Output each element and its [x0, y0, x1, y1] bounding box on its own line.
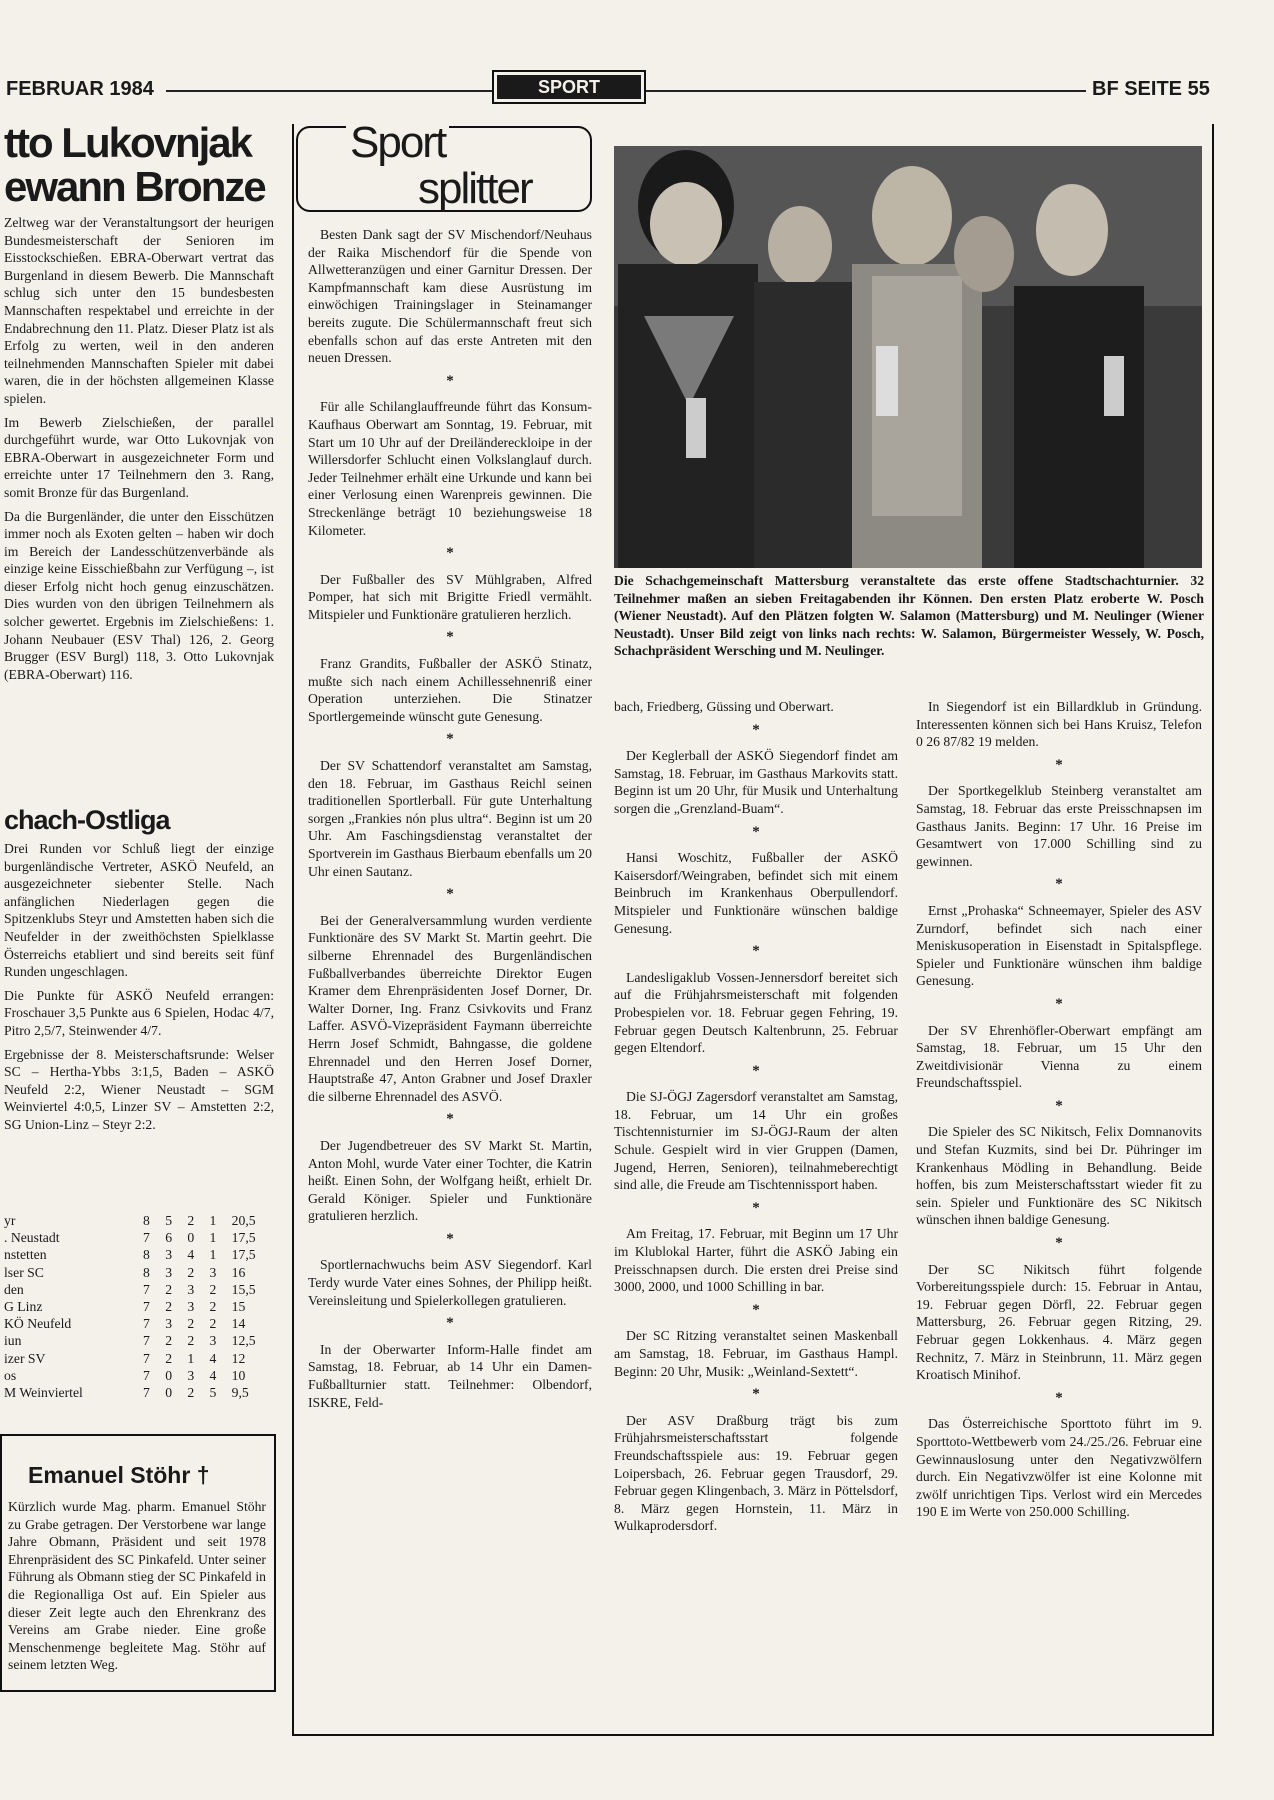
stat-cell: 3: [187, 1299, 195, 1315]
news-item: Das Österreichische Sporttoto führt im 9. Sporttoto-Wettbewerb vom 24./25./26. Februar eine Gewinnauslosung unter den Negativzwölfern durch. Ein Negativzwölfer ist eine Kolonne mit zwölf unrichtigen Tips. Verlost wird ein Mercedes 190 E im Werte von 250.000 Schilling.: [916, 1416, 1202, 1520]
sportsplitter-title-1: Sport: [346, 118, 449, 168]
article-paragraph: Im Bewerb Zielschießen, der parallel durchgeführt wurde, war Otto Lukovnjak von EBRA-Oberwart in ausgezeichneter Form und erreichte unter 17 Teilnehmern den 3. Rang, somit Bronze für das Burgenland.: [4, 414, 274, 500]
splitter-column-1: [308, 226, 592, 1417]
stat-cell: 7: [143, 1350, 150, 1366]
stat-cell: 3: [165, 1247, 173, 1263]
team-name-cell: G Linz: [4, 1299, 43, 1315]
stat-cell: 9,5: [231, 1385, 249, 1401]
stat-cell: 1: [209, 1213, 217, 1228]
table-row: [4, 1298, 272, 1315]
team-name-cell: nstetten: [4, 1247, 47, 1263]
obituary-text: Kürzlich wurde Mag. pharm. Emanuel Stöhr zu Grabe getragen. Der Verstorbene war lange Jahre Obmann, Präsident und seit 1978 Ehrenpräsident des SC Pinkafeld. Unter seiner Führung als Obmann stieg der SC Pinkafeld in die Regionalliga Ost auf. Ein Spieler aus dieser Zeit legte auch den Ehrenkranz des Vereins am Grabe nieder. Eine große Menschenmenge begleitete Mag. Stöhr auf seinem letzten Weg.: [8, 1499, 266, 1673]
news-item: Landesligaklub Vossen-Jennersdorf bereitet sich auf die Frühjahrsmeisterschaft mit folgenden Probespielen vor. 18. Februar gegen Fehring, 19. Februar gegen Deutsch Kaltenbrunn, 25. Februar gegen Eltendorf.: [614, 969, 898, 1056]
team-name-cell: yr: [4, 1213, 16, 1228]
news-item: Am Freitag, 17. Februar, mit Beginn um 17 Uhr im Klublokal Harter, führt die ASKÖ Jabing ein Preisschnapsen durch. Die ersten drei Preise sind 3000, 2000, und 1000 Schilling in bar.: [614, 1226, 898, 1295]
photo-caption: Die Schachgemeinschaft Mattersburg veranstaltete das erste offene Stadtschachturnier. 32 Teilnehmer maßen an sieben Freitagabenden ihr Können. Den ersten Platz eroberte W. Posch (Wiener Neustadt). Auf den Plätzen folgten W. Salamon (Mattersburg) und M. Neulinger (Wiener Neustadt). Unser Bild zeigt von links nach rechts: W. Salamon, Bürgermeister Wessely, W. Posch, Schachpräsident Wersching und M. Neulinger.: [614, 573, 1204, 659]
article-paragraph: Drei Runden vor Schluß liegt der einzige burgenländische Vertreter, ASKÖ Neufeld, an ausgezeichneter siebenter Stelle. Nach anfänglichen Niederlagen gegen die Spitzenklubs Steyr und Amstetten haben sich die Neufelder in der zweithöchsten Spielklasse Österreichs etabliert und sind bereits seit fünf Runden ungeschlagen.: [4, 841, 274, 980]
table-row: [4, 1229, 272, 1246]
splitter-column-3: [916, 698, 1202, 1527]
stat-cell: 14: [231, 1316, 246, 1332]
stat-cell: 5: [209, 1385, 217, 1401]
separator-star: *: [446, 1111, 454, 1128]
obituary-title: Emanuel Stöhr †: [28, 1462, 210, 1488]
stat-cell: 3: [209, 1333, 217, 1349]
headline-line-2: ewann Bronze: [4, 163, 265, 210]
stat-cell: 10: [231, 1367, 246, 1383]
stat-cell: 3: [165, 1264, 173, 1280]
table-row: [4, 1367, 272, 1384]
news-item: In der Oberwarter Inform-Halle findet am Samstag, 18. Februar, ab 14 Uhr ein Damen-Fußballturnier statt. Teilnehmer: Olbendorf, ISKRE, Feld-: [308, 1341, 592, 1410]
stat-cell: 3: [187, 1281, 195, 1297]
news-item: Franz Grandits, Fußballer der ASKÖ Stinatz, mußte sich nach einem Achillessehnenriß einer Operation unterziehen. Die Stinatzer Sportlergemeinde wünscht gute Genesung.: [308, 656, 592, 724]
article-paragraph: Die Punkte für ASKÖ Neufeld errangen: Froschauer 3,5 Punkte aus 6 Spielen, Hodac 4/7, Pitro 2,5/7, Steinwender 4/7.: [4, 987, 274, 1038]
separator-star: *: [1055, 756, 1063, 773]
stat-cell: 3: [187, 1367, 195, 1383]
stat-cell: 0: [187, 1230, 195, 1246]
table-row: [4, 1332, 272, 1349]
separator-star: *: [752, 1386, 760, 1403]
stat-cell: 17,5: [231, 1247, 256, 1263]
stat-cell: 7: [143, 1230, 150, 1246]
stat-cell: 2: [209, 1281, 217, 1297]
stat-cell: 2: [187, 1264, 195, 1280]
news-item: Der ASV Draßburg trägt bis zum Frühjahrsmeisterschaftsstart folgende Freundschaftsspiele aus: 19. Februar gegen Loipersbach, 26. Februar gegen Trausdorf, 29. Februar gegen Klingenbach, 3. März in Pöttelsdorf, 8. März gegen Hornstein, 11. März in Wulkaprodersdorf.: [614, 1412, 898, 1534]
news-item: Für alle Schilanglauffreunde führt das Konsum-Kaufhaus Oberwart am Sonntag, 19. Februar, mit Start um 10 Uhr auf der Dreiländereckloipe in der Willersdorfer Schlucht einen Volkslanglauf durch. Jeder Teilnehmer erhält eine Urkunde und kann bei einer Verlosung einen Warenpreis gewinnen. Die Streckenlänge beträgt 10 beziehungsweise 18 Kilometer.: [308, 399, 592, 538]
news-item: Bei der Generalversammlung wurden verdiente Funktionäre des SV Markt St. Martin geehrt. Die silberne Ehrennadel des Burgenländischen Fußballverbandes überreichte Direktor Eugen Kramer dem Ehrenpräsidenten Josef Dorner, Dr. Walter Dorner, Ing. Franz Csivkovits und Franz Laffer. ASVÖ-Vizepräsident Faymann überreichte Herrn Josef Schmidt, Bahngasse, die goldene Ehrennadel und den Herren Josef Dorner, Hauptstraße 47, Anton Grabner und Josef Draxler die silberne Ehrennadel des ASVÖ.: [308, 912, 592, 1104]
page-number: BF SEITE 55: [1092, 78, 1210, 100]
separator-star: *: [446, 545, 454, 562]
news-item: Der SC Ritzing veranstaltet seinen Maskenball am Samstag, 18. Februar, im Gasthaus Hampl. Beginn: 20 Uhr, Musik: „Weinland-Sextett“.: [614, 1328, 898, 1379]
article-paragraph: Ergebnisse der 8. Meisterschaftsrunde: Welser SC – Hertha-Ybbs 3:1,5, Baden – ASKÖ Neufeld 2:2, Wiener Neustadt – SGM Weinviertel 4:0,5, Linzer SV – Amstetten 2:2, SG Union-Linz – Steyr 2:2.: [4, 1046, 274, 1132]
separator-star: *: [752, 1301, 760, 1318]
header-rule-right: [646, 90, 1086, 92]
separator-star: *: [752, 823, 760, 840]
table-row: [4, 1315, 272, 1332]
team-name-cell: iun: [4, 1333, 22, 1349]
article-paragraph: Da die Burgenländer, die unter den Eisschützen immer noch als Exoten gelten – haben wir doch im Bereich der Landesschützenverbände als einzige keine Eisschießbahn zur Verfügung –, ist dieser Erfolg nicht hoch genug einzuschätzen. Dies wurden von den übrigen Teilnehmern als solcher gewertet. Ergebnis im Zielschießens: 1. Johann Neubauer (ESV Thal) 126, 2. Georg Brugger (ESV Burgl) 118, 3. Otto Lukovnjak (EBRA-Oberwart) 116.: [4, 508, 274, 682]
stat-cell: 2: [165, 1281, 173, 1297]
stat-cell: 5: [165, 1213, 173, 1228]
separator-star: *: [1055, 1389, 1063, 1406]
stat-cell: 7: [143, 1281, 150, 1297]
news-item: Besten Dank sagt der SV Mischendorf/Neuhaus der Raika Mischendorf für die Spende von Allwetteranzügen und einer Garnitur Dressen. Der Kampfmannschaft kam diese Ausrüstung im einwöchigen Trainingslager in Steinamanger bereits zugute. Die Schülermannschaft freut sich ebenfalls schon auf das erste Antreten mit den neuen Dressen.: [308, 227, 592, 366]
separator-star: *: [1055, 1097, 1063, 1114]
table-row: [4, 1350, 272, 1367]
stat-cell: 2: [187, 1385, 195, 1401]
header-rule-left: [166, 90, 492, 92]
team-name-cell: izer SV: [4, 1350, 46, 1366]
separator-star: *: [446, 886, 454, 903]
separator-star: *: [752, 1199, 760, 1216]
stat-cell: 4: [209, 1367, 217, 1383]
separator-star: *: [752, 943, 760, 960]
chess-players-photo: [614, 146, 1202, 568]
schach-headline: chach-Ostliga: [4, 805, 170, 835]
separator-star: *: [446, 731, 454, 748]
splitter-column-2: [614, 698, 898, 1541]
news-item: Sportlernachwuchs beim ASV Siegendorf. Karl Terdy wurde Vater eines Sohnes, der Philipp heißt. Vereinsleitung und Spielerkollegen gratulieren.: [308, 1257, 592, 1308]
separator-star: *: [1055, 1235, 1063, 1252]
stat-cell: 7: [143, 1367, 150, 1383]
stat-cell: 7: [143, 1316, 150, 1332]
news-item: Der Fußballer des SV Mühlgraben, Alfred Pomper, hat sich mit Brigitte Friedl vermählt. Mitspieler und Funktionäre gratulieren herzlich.: [308, 571, 592, 622]
table-row: [4, 1281, 272, 1298]
team-name-cell: den: [4, 1281, 24, 1297]
team-name-cell: KÖ Neufeld: [4, 1316, 72, 1332]
team-name-cell: M Weinviertel: [4, 1385, 83, 1401]
stat-cell: 2: [187, 1213, 195, 1228]
issue-date: FEBRUAR 1984: [6, 78, 154, 100]
news-item: Die SJ-ÖGJ Zagersdorf veranstaltet am Samstag, 18. Februar, um 14 Uhr ein großes Tischtennisturnier im SJ-ÖGJ-Raum der alten Schule. Gespielt wird in vier Gruppen (Damen, Jugend, Herren, Senioren), teilnahmeberechtigt sind alle, die Freude am Tischtennissport haben.: [614, 1089, 898, 1193]
news-item: Der Jugendbetreuer des SV Markt St. Martin, Anton Mohl, wurde Vater einer Tochter, die Katrin heißt. Einen Sohn, der Wolfgang heißt, erhielt Dr. Gerald Königer. Spieler und Funktionäre gratulieren herzlich.: [308, 1137, 592, 1224]
news-item: Hansi Woschitz, Fußballer der ASKÖ Kaisersdorf/Weingraben, befindet sich mit einem Beinbruch im Krankenhaus Oberpullendorf. Mitspieler und Funktionäre wünschen baldige Genesung.: [614, 850, 898, 936]
stat-cell: 4: [209, 1350, 217, 1366]
stat-cell: 2: [165, 1299, 173, 1315]
news-item: Der SV Ehrenhöfler-Oberwart empfängt am Samstag, 18. Februar, um 15 Uhr den Zweitdivisionär Vienna zu einem Freundschaftsspiel.: [916, 1022, 1202, 1091]
sportsplitter-title-2: splitter: [418, 164, 532, 213]
stat-cell: 8: [143, 1213, 150, 1228]
stat-cell: 2: [187, 1316, 195, 1332]
separator-star: *: [446, 372, 454, 389]
stat-cell: 4: [187, 1247, 195, 1263]
lukovnjak-article: [4, 214, 274, 689]
table-row: [4, 1246, 272, 1263]
news-item: Der SC Nikitsch führt folgende Vorbereitungsspiele durch: 15. Februar in Antau, 19. Februar gegen Dörfl, 22. Februar gegen Mattersburg, 26. Februar gegen Ritzing, 29. Februar gegen Lokkenhaus. 4. März gegen Rechnitz, 7. März in Steinbrunn, 11. März gegen Kroatisch Minihof.: [916, 1261, 1202, 1383]
stat-cell: 0: [165, 1367, 173, 1383]
article-paragraph: Zeltweg war der Veranstaltungsort der heurigen Bundesmeisterschaft der Senioren im Eisstockschießen. EBRA-Oberwart vertrat das Burgenland in diesem Bewerb. Die Mannschaft schlug sich unter den 15 bundesbesten Mannschaften respektabel und erreichte in der Endabrechnung den 11. Platz. Dieser Platz ist als Erfolg zu werten, weil in den anderen teilnehmenden Mannschaften Spieler mit dabei waren, die in der höchsten allgemeinen Klasse spielen.: [4, 215, 274, 406]
stat-cell: 3: [209, 1264, 217, 1280]
separator-star: *: [446, 629, 454, 646]
stat-cell: 2: [165, 1333, 173, 1349]
headline-line-1: tto Lukovnjak: [4, 119, 252, 166]
stat-cell: 15: [231, 1299, 246, 1315]
section-label-box: [492, 70, 646, 104]
news-item: Der Sportkegelklub Steinberg veranstaltet am Samstag, 18. Februar das erste Preisschnapsen im Gasthaus Janits. Beginn: 17 Uhr. 16 Preise im Gesamtwert von 17.000 Schilling sind zu gewinnen.: [916, 783, 1202, 869]
stat-cell: 2: [209, 1316, 217, 1332]
section-label: SPORT: [497, 75, 641, 99]
stat-cell: 12: [231, 1350, 246, 1366]
separator-star: *: [1055, 995, 1063, 1012]
schach-article: [4, 840, 274, 1140]
separator-star: *: [446, 1230, 454, 1247]
team-name-cell: . Neustadt: [4, 1230, 60, 1246]
news-item: Ernst „Prohaska“ Schneemayer, Spieler des ASV Zurndorf, befindet sich nach einer Meniskusoperation in Eisenstadt in Spitalspflege. Spieler und Funktionäre wünschen ihm baldige Genesung.: [916, 902, 1202, 989]
stat-cell: 6: [165, 1230, 173, 1246]
separator-star: *: [446, 1315, 454, 1332]
stat-cell: 7: [143, 1385, 150, 1401]
separator-star: *: [752, 721, 760, 738]
stat-cell: 17,5: [231, 1230, 256, 1246]
news-item: bach, Friedberg, Güssing und Oberwart.: [614, 699, 834, 714]
table-row: [4, 1264, 272, 1281]
news-item: Die Spieler des SC Nikitsch, Felix Domnanovits und Stefan Kuzmits, sind bei Dr. Pühringer im Krankenhaus Mödling in Behandlung. Beide hoffen, bis zum Meisterschaftsstart wieder fit zu sein. Spieler und Funktionäre des SC Nikitsch wünschen ihnen baldige Genesung.: [916, 1124, 1202, 1228]
stat-cell: 2: [209, 1299, 217, 1315]
stat-cell: 1: [187, 1350, 195, 1366]
stat-cell: 0: [165, 1385, 173, 1401]
table-row: [4, 1212, 272, 1229]
stat-cell: 7: [143, 1299, 150, 1315]
stat-cell: 2: [165, 1350, 173, 1366]
team-name-cell: lser SC: [4, 1264, 44, 1280]
stat-cell: 8: [143, 1264, 150, 1280]
stat-cell: 15,5: [231, 1281, 256, 1297]
stat-cell: 1: [209, 1230, 217, 1246]
table-row: [4, 1384, 272, 1401]
stat-cell: 8: [143, 1247, 150, 1263]
stat-cell: 3: [165, 1316, 173, 1332]
league-table: [4, 1212, 272, 1401]
stat-cell: 12,5: [231, 1333, 256, 1349]
stat-cell: 2: [187, 1333, 195, 1349]
stat-cell: 20,5: [231, 1213, 256, 1228]
photo-image: [614, 146, 1202, 568]
separator-star: *: [1055, 876, 1063, 893]
news-item: In Siegendorf ist ein Billardklub in Gründung. Interessenten können sich bei Hans Kruisz, Telefon 0 26 87/82 19 melden.: [916, 699, 1202, 750]
stat-cell: 1: [209, 1247, 217, 1263]
stat-cell: 16: [231, 1264, 246, 1280]
news-item: Der SV Schattendorf veranstaltet am Samstag, den 18. Februar, im Gasthaus Reichl seinen traditionellen Sportlerball. Für gute Unterhaltung sorgen „Frankies nón plus ultra“. Beginn ist um 20 Uhr. Am Faschingsdienstag veranstaltet der Sportverein im Gasthaus Bierbaum ebenfalls um 20 Uhr einen Sautanz.: [308, 758, 592, 879]
separator-star: *: [752, 1062, 760, 1079]
stat-cell: 7: [143, 1333, 150, 1349]
team-name-cell: os: [4, 1367, 17, 1383]
news-item: Der Keglerball der ASKÖ Siegendorf findet am Samstag, 18. Februar, im Gasthaus Markovits statt. Beginn ist um 20 Uhr, für Musik und Unterhaltung sorgen die „Grenzland-Buam“.: [614, 748, 898, 816]
